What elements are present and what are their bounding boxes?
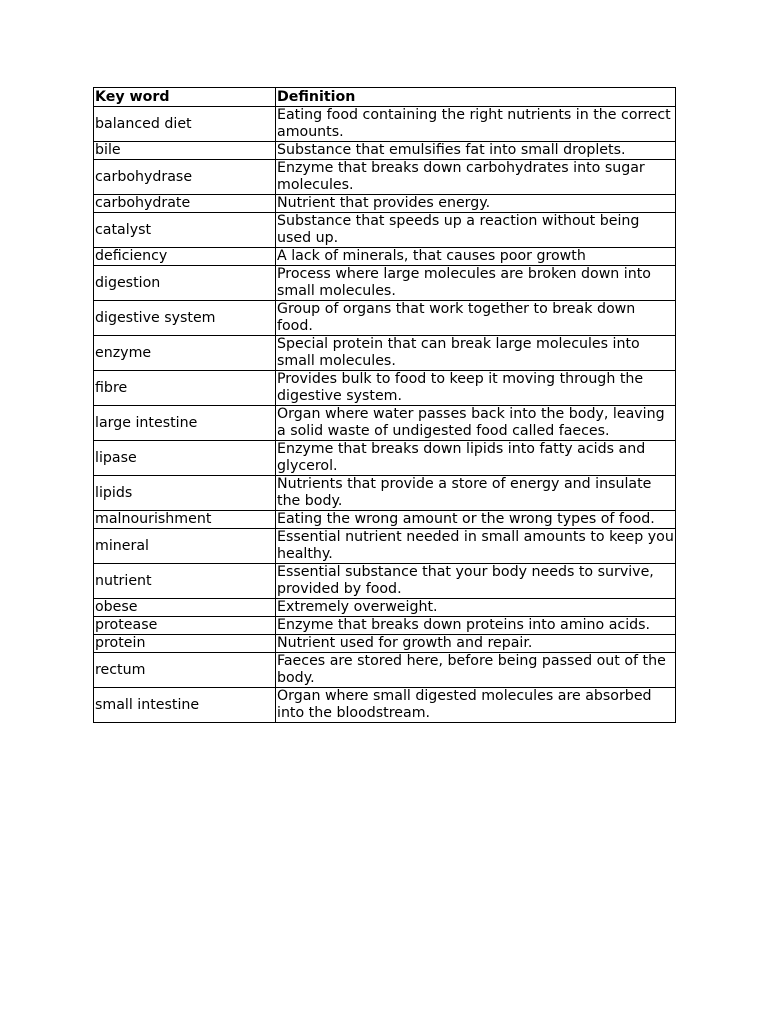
table-row — [94, 617, 676, 635]
table-row — [94, 195, 676, 213]
definition-cell: Group of organs that work together to break down food. — [276, 301, 676, 336]
table-row — [94, 511, 676, 529]
table-row — [94, 653, 676, 688]
table-row — [94, 371, 676, 406]
definition-cell: Nutrients that provide a store of energy and insulate the body. — [276, 476, 676, 511]
key-word-cell: digestive system — [94, 301, 276, 336]
table-header-row — [94, 88, 676, 107]
key-word-cell: deficiency — [94, 248, 276, 266]
table-row — [94, 213, 676, 248]
key-word-cell: malnourishment — [94, 511, 276, 529]
key-word-cell: small intestine — [94, 688, 276, 723]
key-word-cell: mineral — [94, 529, 276, 564]
table-row — [94, 406, 676, 441]
definition-cell: Nutrient that provides energy. — [276, 195, 676, 213]
header-definition: Definition — [276, 88, 676, 107]
key-word-cell: digestion — [94, 266, 276, 301]
definition-cell: Enzyme that breaks down carbohydrates into sugar molecules. — [276, 160, 676, 195]
definition-cell: Organ where water passes back into the body, leaving a solid waste of undigested food called faeces. — [276, 406, 676, 441]
definition-cell: A lack of minerals, that causes poor growth — [276, 248, 676, 266]
definition-cell: Eating food containing the right nutrients in the correct amounts. — [276, 107, 676, 142]
table-row — [94, 301, 676, 336]
key-word-cell: catalyst — [94, 213, 276, 248]
table-row — [94, 476, 676, 511]
key-word-cell: rectum — [94, 653, 276, 688]
definition-cell: Faeces are stored here, before being passed out of the body. — [276, 653, 676, 688]
definition-cell: Essential nutrient needed in small amounts to keep you healthy. — [277, 529, 674, 562]
definition-cell: Eating the wrong amount or the wrong types of food. — [276, 511, 676, 529]
table-row — [94, 248, 676, 266]
table-row — [94, 441, 676, 476]
table-row — [94, 688, 676, 723]
key-word-cell: bile — [94, 142, 276, 160]
table-row — [94, 635, 676, 653]
key-word-cell: protein — [94, 635, 276, 653]
definition-cell: Enzyme that breaks down proteins into amino acids. — [276, 617, 676, 635]
definition-cell: Provides bulk to food to keep it moving through the digestive system. — [276, 371, 676, 406]
definition-cell: Organ where small digested molecules are absorbed into the bloodstream. — [276, 688, 676, 723]
definition-cell: Process where large molecules are broken down into small molecules. — [276, 266, 676, 301]
definition-cell: Substance that speeds up a reaction without being used up. — [276, 213, 676, 248]
table-row — [94, 107, 676, 142]
key-word-cell: fibre — [94, 371, 276, 406]
key-word-cell: large intestine — [94, 406, 276, 441]
table-row — [94, 160, 676, 195]
key-word-cell: carbohydrase — [94, 160, 276, 195]
key-word-cell: enzyme — [94, 336, 276, 371]
key-word-cell: protease — [94, 617, 276, 635]
key-word-cell: lipids — [94, 476, 276, 511]
definition-cell: Enzyme that breaks down lipids into fatty acids and glycerol. — [276, 441, 676, 476]
table-row — [94, 599, 676, 617]
key-word-cell: carbohydrate — [94, 195, 276, 213]
header-key-word: Key word — [94, 88, 276, 107]
key-word-cell: lipase — [94, 441, 276, 476]
glossary-table — [93, 87, 676, 723]
definition-cell: Extremely overweight. — [276, 599, 676, 617]
table-row — [94, 142, 676, 160]
key-word-cell: balanced diet — [94, 107, 276, 142]
table-row — [94, 266, 676, 301]
table-row — [94, 564, 676, 599]
definition-cell: Special protein that can break large molecules into small molecules. — [276, 336, 676, 371]
definition-cell: Substance that emulsifies fat into small droplets. — [276, 142, 676, 160]
table-row — [94, 336, 676, 371]
definition-cell: Nutrient used for growth and repair. — [276, 635, 676, 653]
definition-cell: Essential substance that your body needs to survive, provided by food. — [276, 564, 676, 599]
key-word-cell: nutrient — [94, 564, 276, 599]
key-word-cell: obese — [94, 599, 276, 617]
table-row — [94, 529, 676, 564]
